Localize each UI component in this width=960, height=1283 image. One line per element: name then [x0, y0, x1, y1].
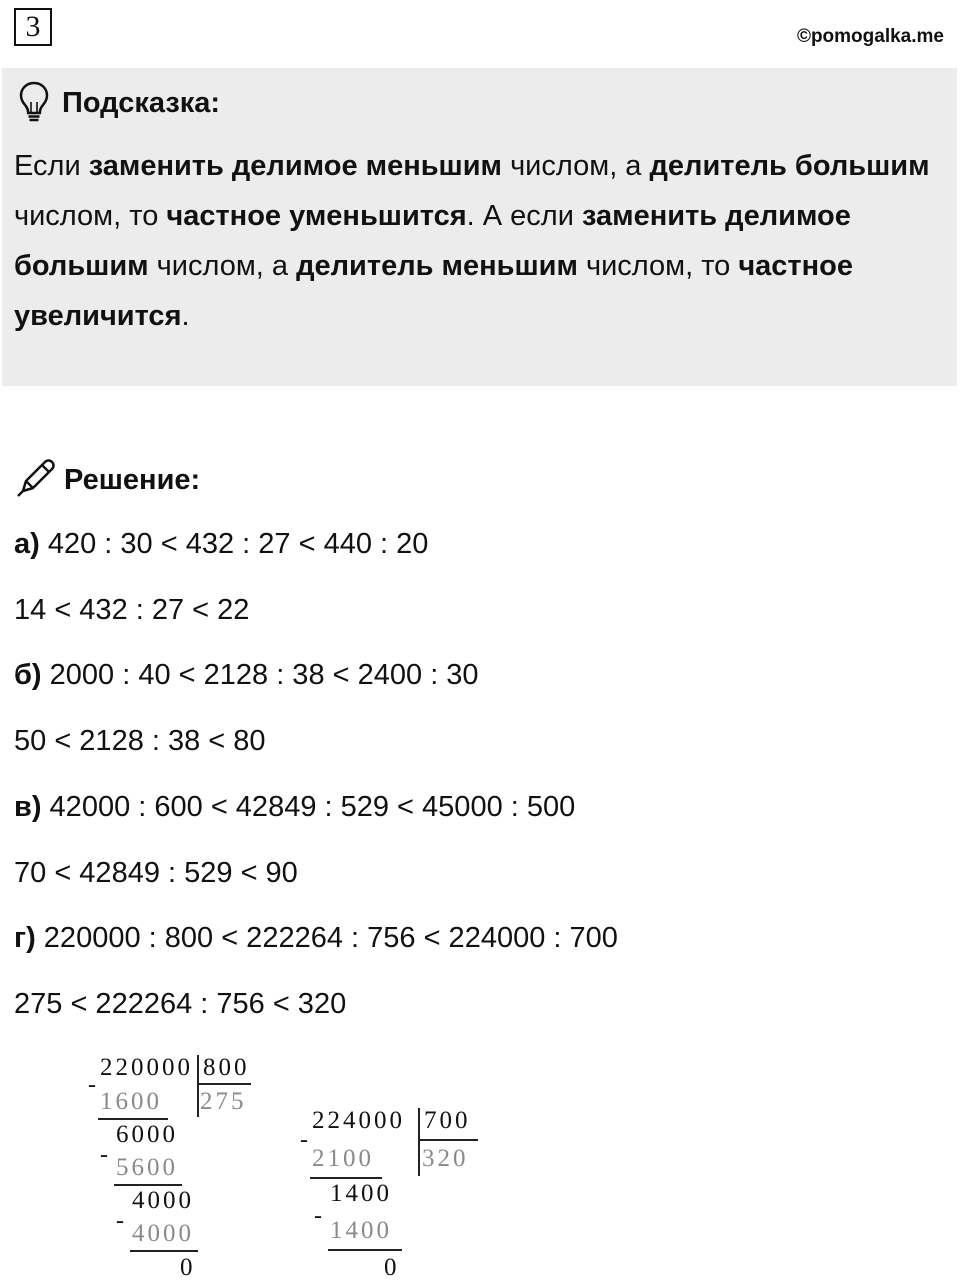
lightbulb-icon [18, 80, 50, 127]
dividend: 220000 [100, 1054, 193, 1081]
solution-line [14, 988, 346, 1021]
expression: 2000 : 40 < 2128 : 38 < 2400 : 30 [41, 659, 479, 692]
solution-title: Решение: [64, 464, 201, 496]
hint-text-run: . А если [466, 200, 582, 232]
divisor: 700 [424, 1107, 471, 1134]
solution-line [14, 659, 479, 692]
minus-sign: - [116, 1208, 124, 1234]
quotient: 275 [200, 1088, 247, 1115]
expression: 70 < 42849 : 529 < 90 [14, 856, 298, 889]
pencil-icon [14, 456, 58, 505]
final-remainder: 0 [384, 1254, 400, 1281]
expression: 50 < 2128 : 38 < 80 [14, 725, 266, 758]
item-label: в) [14, 790, 42, 823]
solution-line [14, 922, 618, 955]
divisor-underline [197, 1083, 251, 1085]
underline [98, 1118, 168, 1120]
hint-text-run: числом, а [502, 150, 650, 182]
underline [310, 1177, 382, 1179]
hint-emphasis: делитель большим [649, 150, 930, 182]
hint-text-run: числом, а [148, 250, 297, 282]
expression: 42000 : 600 < 42849 : 529 < 45000 : 500 [41, 790, 576, 823]
item-label: б) [14, 659, 42, 692]
subtrahend: 4000 [132, 1220, 194, 1247]
hint-emphasis: заменить делимое меньшим [88, 150, 503, 182]
divisor: 800 [203, 1054, 250, 1081]
solution-line [14, 528, 428, 561]
hint-emphasis: частное уменьшится [166, 200, 467, 232]
hint-text-run: числом, то [577, 250, 739, 282]
remainder: 4000 [132, 1187, 194, 1214]
underline [328, 1249, 402, 1251]
hint-header [18, 80, 220, 127]
hint-box [2, 68, 957, 386]
subtrahend: 1400 [330, 1217, 392, 1244]
task-number: 3 [14, 8, 52, 46]
solution-header [14, 456, 200, 505]
minus-sign: - [300, 1127, 308, 1153]
solution-line [14, 725, 266, 758]
item-label: а) [14, 528, 40, 560]
solution-line [14, 857, 298, 890]
subtrahend: 1600 [100, 1088, 162, 1115]
hint-text-run: Если [14, 150, 89, 182]
minus-sign: - [314, 1203, 322, 1229]
subtrahend: 2100 [312, 1145, 374, 1172]
quotient: 320 [422, 1145, 469, 1172]
division-bar [197, 1055, 199, 1117]
hint-emphasis: делитель меньшим [296, 250, 578, 282]
remainder: 1400 [330, 1180, 392, 1207]
expression: 275 < 222264 : 756 < 320 [14, 987, 347, 1020]
remainder: 6000 [116, 1121, 178, 1148]
copyright: ©pomogalka.me [796, 26, 944, 47]
minus-sign: - [88, 1072, 96, 1098]
expression: 420 : 30 < 432 : 27 < 440 : 20 [39, 528, 429, 560]
item-label: г) [14, 922, 36, 955]
expression: 14 < 432 : 27 < 22 [14, 593, 250, 626]
solution-line [14, 594, 249, 627]
subtrahend: 5600 [116, 1154, 178, 1181]
hint-emphasis: частное увеличится [14, 250, 853, 332]
hint-text-run: числом, то [14, 200, 167, 232]
underline [130, 1250, 198, 1252]
hint-title: Подсказка: [62, 87, 221, 119]
underline [114, 1184, 182, 1186]
hint-text-run: . [181, 300, 190, 332]
expression: 220000 : 800 < 222264 : 756 < 224000 : 700 [35, 922, 618, 955]
divisor-underline [418, 1139, 478, 1141]
division-bar [418, 1108, 420, 1176]
final-remainder: 0 [180, 1254, 196, 1281]
hint-emphasis: заменить делимое большим [14, 200, 851, 282]
solution-line [14, 791, 575, 824]
hint-paragraph [14, 141, 944, 341]
dividend: 224000 [312, 1107, 405, 1134]
minus-sign: - [100, 1142, 108, 1168]
